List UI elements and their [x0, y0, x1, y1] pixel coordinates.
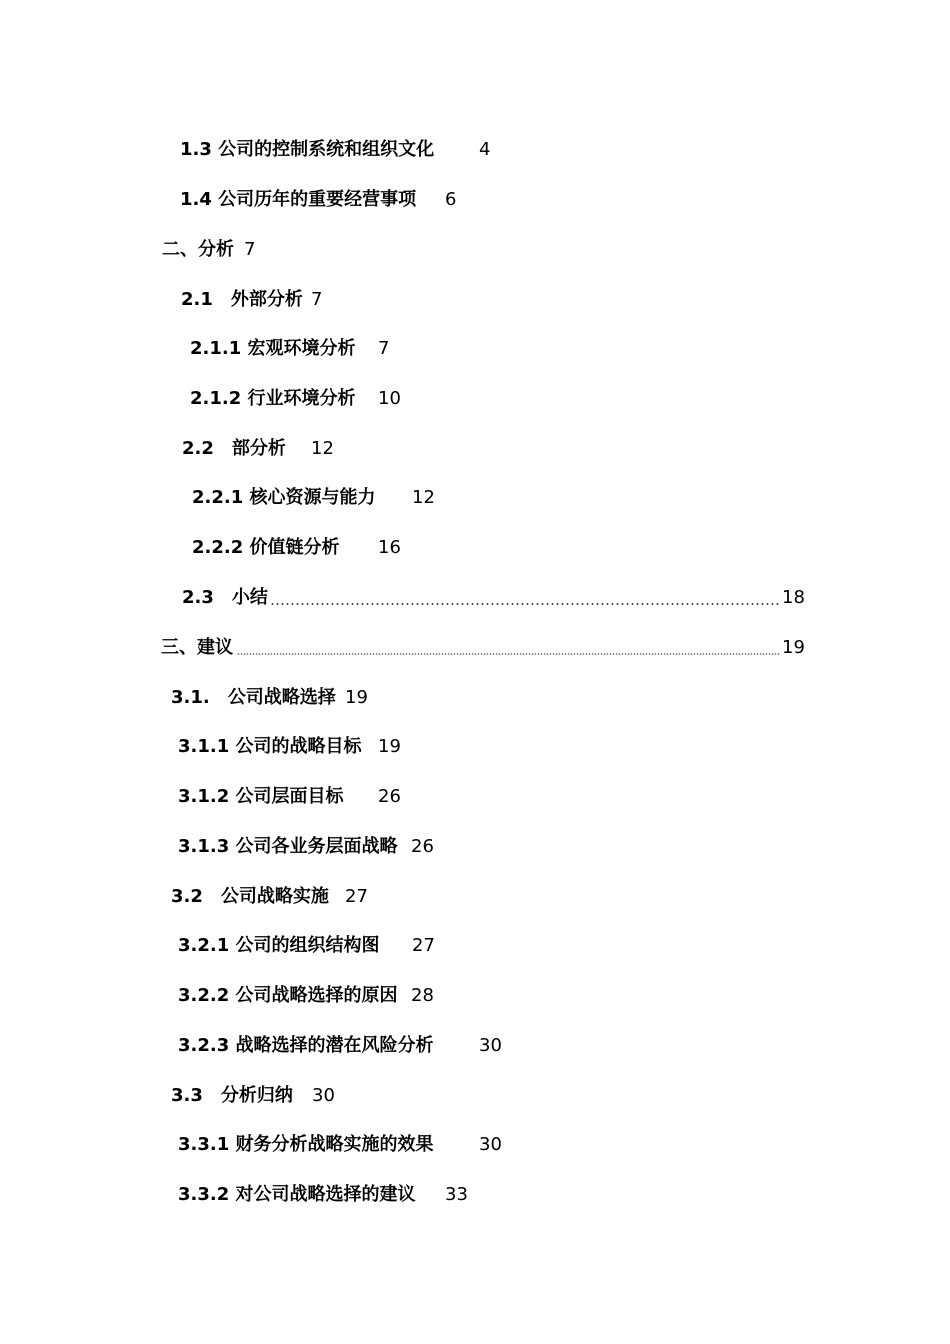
- toc-entry-title: 三、建议: [161, 637, 233, 658]
- toc-entry[interactable]: [161, 635, 233, 661]
- toc-page-number: 18: [782, 587, 805, 608]
- toc-entry-title: 3.3.2 对公司战略选择的建议: [178, 1184, 416, 1205]
- toc-entry-title: 2.1 外部分析: [181, 289, 303, 310]
- toc-entry-title: 3.1.2 公司层面目标: [178, 786, 344, 807]
- toc-entry-page: [479, 1033, 502, 1059]
- toc-entry-title: 1.4 公司历年的重要经营事项: [180, 189, 417, 210]
- toc-entry[interactable]: [171, 685, 336, 711]
- toc-entry[interactable]: [180, 137, 434, 163]
- toc-dot-leader: [270, 603, 780, 605]
- toc-page-number: 26: [411, 836, 434, 857]
- toc-entry[interactable]: [178, 983, 398, 1009]
- toc-page-number: 7: [378, 338, 390, 359]
- toc-page-number: 27: [345, 886, 368, 907]
- toc-entry-page: [378, 336, 389, 362]
- toc-entry-title: 3.2 公司战略实施: [171, 886, 329, 907]
- toc-entry[interactable]: [192, 485, 376, 511]
- toc-entry-title: 2.1.1 宏观环境分析: [190, 338, 356, 359]
- toc-entry-title: 2.2.2 价值链分析: [192, 537, 340, 558]
- toc-page-number: 10: [378, 388, 401, 409]
- toc-entry[interactable]: [178, 784, 344, 810]
- toc-entry-title: 3.1.3 公司各业务层面战略: [178, 836, 398, 857]
- toc-entry-page: [311, 436, 334, 462]
- toc-entry-page: [345, 685, 368, 711]
- toc-page-number: 26: [378, 786, 401, 807]
- toc-entry-page: [411, 983, 434, 1009]
- toc-entry[interactable]: [178, 834, 398, 860]
- toc-page-number: 7: [244, 239, 256, 260]
- toc-entry-page: [312, 1083, 335, 1109]
- toc-entry-title: 3.1. 公司战略选择: [171, 687, 336, 708]
- toc-page-number: 4: [479, 139, 491, 160]
- toc-entry-page: [345, 884, 368, 910]
- toc-entry-title: 3.3 分析归纳: [171, 1085, 293, 1106]
- toc-entry-page: [479, 1132, 502, 1158]
- toc-page-number: 12: [412, 487, 435, 508]
- toc-entry-page: [782, 585, 805, 611]
- toc-entry-title: 3.3.1 财务分析战略实施的效果: [178, 1134, 434, 1155]
- toc-entry-title: 2.3 小结: [182, 587, 268, 608]
- toc-page-number: 30: [312, 1085, 335, 1106]
- toc-entry[interactable]: [180, 187, 416, 213]
- toc-page-number: 6: [445, 189, 457, 210]
- toc-entry[interactable]: [178, 1033, 434, 1059]
- toc-entry-title: 3.2.3 战略选择的潜在风险分析: [178, 1035, 434, 1056]
- toc-entry-page: [378, 535, 401, 561]
- toc-entry-title: 2.2.1 核心资源与能力: [192, 487, 376, 508]
- toc-entry[interactable]: [178, 933, 380, 959]
- toc-page-number: 19: [345, 687, 368, 708]
- toc-page-number: 33: [445, 1184, 468, 1205]
- toc-entry[interactable]: [178, 1182, 416, 1208]
- toc-page-number: 30: [479, 1035, 502, 1056]
- toc-entry-page: [378, 784, 401, 810]
- toc-entry-title: 2.1.2 行业环境分析: [190, 388, 356, 409]
- toc-page-number: 7: [311, 289, 323, 310]
- toc-entry[interactable]: [171, 884, 329, 910]
- toc-entry[interactable]: [190, 386, 356, 412]
- toc-entry-page: [378, 386, 401, 412]
- toc-entry[interactable]: [181, 287, 303, 313]
- toc-entry-page: [445, 187, 456, 213]
- toc-entry[interactable]: [190, 336, 356, 362]
- toc-entry-title: 3.2.1 公司的组织结构图: [178, 935, 380, 956]
- toc-entry-title: 二、分析: [162, 239, 234, 260]
- toc-entry[interactable]: [171, 1083, 293, 1109]
- toc-entry-page: [378, 734, 401, 760]
- toc-entry-page: [244, 237, 255, 263]
- toc-entry-title: 2.2 部分析: [182, 438, 286, 459]
- toc-entry[interactable]: [178, 1132, 434, 1158]
- toc-entry-page: [782, 635, 805, 661]
- toc-entry-page: [412, 485, 435, 511]
- toc-page-number: 30: [479, 1134, 502, 1155]
- toc-entry-page: [311, 287, 322, 313]
- toc-page-number: 19: [378, 736, 401, 757]
- toc-entry-page: [411, 834, 434, 860]
- toc-entry-page: [479, 137, 490, 163]
- toc-entry[interactable]: [192, 535, 340, 561]
- toc-entry-page: [445, 1182, 468, 1208]
- toc-entry[interactable]: [162, 237, 234, 263]
- toc-page-number: 28: [411, 985, 434, 1006]
- toc-page-number: 12: [311, 438, 334, 459]
- toc-entry[interactable]: [178, 734, 362, 760]
- toc-entry[interactable]: [182, 585, 268, 611]
- toc-entry-title: 3.1.1 公司的战略目标: [178, 736, 362, 757]
- toc-page-number: 27: [412, 935, 435, 956]
- toc-page-number: 19: [782, 637, 805, 658]
- toc-dot-leader: [237, 653, 780, 655]
- toc-entry-title: 3.2.2 公司战略选择的原因: [178, 985, 398, 1006]
- toc-entry[interactable]: [182, 436, 286, 462]
- toc-entry-title: 1.3 公司的控制系统和组织文化: [180, 139, 435, 160]
- toc-entry-page: [412, 933, 435, 959]
- toc-page-number: 16: [378, 537, 401, 558]
